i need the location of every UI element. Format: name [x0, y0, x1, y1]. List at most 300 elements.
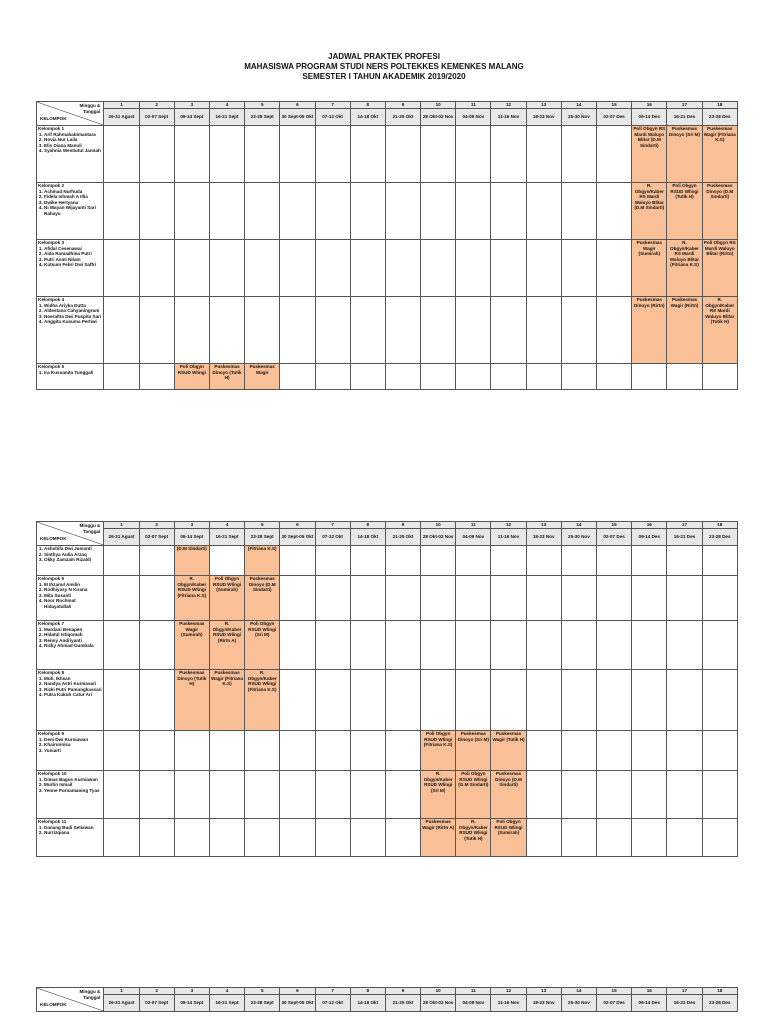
- assignment-cell: Puskesmas Dinoyo (D.M Sindarti): [702, 183, 737, 240]
- empty-cell: [174, 731, 209, 771]
- empty-cell: [385, 771, 420, 819]
- empty-cell: [315, 364, 350, 390]
- empty-cell: [139, 731, 174, 771]
- member-list: [38, 132, 102, 154]
- empty-cell: [174, 819, 209, 857]
- member-name: 2. Novia Nur Laila: [44, 137, 102, 143]
- empty-cell: [561, 546, 596, 576]
- empty-cell: [421, 240, 456, 297]
- week-number: 17: [667, 988, 702, 995]
- corner-week-label: [79, 103, 100, 114]
- empty-cell: [526, 364, 561, 390]
- week-number: 13: [526, 102, 561, 109]
- week-date-range: 02-07 Sept: [139, 995, 174, 1012]
- group-name: Kelompok 1: [38, 126, 65, 131]
- week-date-range: 25-30 Nov: [561, 529, 596, 546]
- empty-cell: [491, 364, 526, 390]
- empty-cell: [667, 731, 702, 771]
- empty-cell: [561, 297, 596, 364]
- empty-cell: [280, 731, 315, 771]
- week-date-range: 21-25 Okt: [385, 529, 420, 546]
- week-date-range: 30 Sept-05 Okt: [280, 109, 315, 126]
- empty-cell: [491, 297, 526, 364]
- empty-cell: [561, 364, 596, 390]
- member-name: 2. Hidatul Istiqomah: [44, 632, 102, 638]
- empty-cell: [280, 621, 315, 670]
- week-date-range: 02-07 Sept: [139, 109, 174, 126]
- week-number: 17: [667, 522, 702, 529]
- empty-cell: [104, 126, 139, 183]
- group-name: Kelompok 7: [38, 621, 65, 626]
- week-date-range: 02-07 Des: [597, 529, 632, 546]
- group-name: Kelompok 9: [38, 731, 65, 736]
- empty-cell: [385, 126, 420, 183]
- group-cell: [37, 621, 104, 670]
- empty-cell: [385, 297, 420, 364]
- empty-cell: [104, 819, 139, 857]
- week-number: 4: [209, 988, 244, 995]
- week-date-range: 25-30 Nov: [561, 109, 596, 126]
- week-number: 14: [561, 522, 596, 529]
- week-number: 5: [245, 522, 280, 529]
- empty-cell: [385, 819, 420, 857]
- week-number: 13: [526, 522, 561, 529]
- empty-cell: [315, 297, 350, 364]
- member-name: 1. Afidal Cesenawai: [44, 246, 102, 252]
- week-date-range: 18-23 Nov: [526, 995, 561, 1012]
- week-number: 16: [632, 522, 667, 529]
- member-name: 2. Khairunnisa: [44, 742, 102, 748]
- corner-group-label: KELOMPOK: [40, 1002, 67, 1008]
- week-number: 2: [139, 988, 174, 995]
- empty-cell: [385, 240, 420, 297]
- empty-cell: [209, 126, 244, 183]
- assignment-cell: Poli Obgyn RS Mardi Waluyo Blitar (D.M Sindarti): [632, 126, 667, 183]
- empty-cell: [597, 546, 632, 576]
- assignment-cell: Poli Obgyn RSUD Wlingi (Sri M): [245, 621, 280, 670]
- week-date-range: 26-31 Agust: [104, 529, 139, 546]
- empty-cell: [491, 621, 526, 670]
- empty-cell: [526, 819, 561, 857]
- assignment-cell: Puskesmas Wagir: [245, 364, 280, 390]
- empty-cell: [315, 670, 350, 731]
- assignment-cell: Puskesmas Dinoyo (Rirtn): [632, 297, 667, 364]
- week-date-range: 28 Okt-02 Nov: [421, 109, 456, 126]
- empty-cell: [350, 240, 385, 297]
- week-number: 12: [491, 102, 526, 109]
- empty-cell: [491, 546, 526, 576]
- empty-cell: [702, 364, 737, 390]
- empty-cell: [350, 621, 385, 670]
- table-row: [37, 731, 738, 771]
- corner-group-label: KELOMPOK: [40, 116, 67, 122]
- empty-cell: [702, 670, 737, 731]
- group-cell: [37, 731, 104, 771]
- empty-cell: [421, 621, 456, 670]
- assignment-cell: Poli Obgyn RSUD Wlingi: [174, 364, 209, 390]
- empty-cell: [350, 183, 385, 240]
- week-number: 16: [632, 102, 667, 109]
- empty-cell: [526, 621, 561, 670]
- week-number: 10: [421, 988, 456, 995]
- empty-cell: [139, 621, 174, 670]
- empty-cell: [526, 183, 561, 240]
- empty-cell: [350, 364, 385, 390]
- member-list: [38, 370, 102, 376]
- member-list: [38, 546, 102, 563]
- week-number: 7: [315, 102, 350, 109]
- empty-cell: [561, 576, 596, 621]
- empty-cell: [456, 297, 491, 364]
- week-date-range: 23-28 Des: [702, 109, 737, 126]
- member-list: [38, 246, 102, 268]
- schedule-table-1: [36, 101, 738, 390]
- empty-cell: [280, 819, 315, 857]
- assignment-cell: R. Obgyn/Kaber RSUD Wlingi (Sri M): [421, 771, 456, 819]
- empty-cell: [385, 621, 420, 670]
- week-date-range: 16-21 Sept: [209, 529, 244, 546]
- member-list: [38, 303, 102, 325]
- member-name: 2. Fidela Ishmah A Illia: [44, 194, 102, 200]
- empty-cell: [456, 183, 491, 240]
- week-number: 1: [104, 522, 139, 529]
- member-name: 3. Elis Diana Manuli: [44, 143, 102, 149]
- table-row: [37, 240, 738, 297]
- week-number: 9: [385, 522, 420, 529]
- week-number: 15: [597, 522, 632, 529]
- week-date-range: 14-18 Okt: [350, 529, 385, 546]
- empty-cell: [456, 621, 491, 670]
- empty-cell: [245, 731, 280, 771]
- group-cell: [37, 126, 104, 183]
- member-name: 1. Achmad Nurhuda: [44, 189, 102, 195]
- empty-cell: [139, 670, 174, 731]
- empty-cell: [421, 364, 456, 390]
- week-date-range: 23-28 Sept: [245, 109, 280, 126]
- group-cell: [37, 819, 104, 857]
- week-number: 8: [350, 988, 385, 995]
- empty-cell: [632, 364, 667, 390]
- empty-cell: [421, 670, 456, 731]
- group-cell: [37, 297, 104, 364]
- member-name: 4. Kutsum Febri Dwi Saftri: [44, 262, 102, 268]
- table-row: [37, 576, 738, 621]
- empty-cell: [561, 621, 596, 670]
- corner-week-text: Minggu &: [79, 103, 101, 108]
- empty-cell: [385, 731, 420, 771]
- document-title: [0, 52, 768, 82]
- week-date-range: 04-09 Nov: [456, 109, 491, 126]
- assignment-cell: R. Obgyn/Kaber RSUD Wlingi (Tutik H): [456, 819, 491, 857]
- assignment-cell: Poli Obgyn RSUD Wlingi (Sumirah): [491, 819, 526, 857]
- empty-cell: [491, 670, 526, 731]
- empty-cell: [632, 670, 667, 731]
- table-row: [37, 670, 738, 731]
- week-date-range: 23-28 Des: [702, 995, 737, 1012]
- week-date-range: 14-18 Okt: [350, 109, 385, 126]
- empty-cell: [491, 126, 526, 183]
- assignment-cell: Puskesmas Dinoyo (Tutik H): [174, 670, 209, 731]
- empty-cell: [104, 670, 139, 731]
- member-name: 4. Anggita Kusuma Pertiwi: [44, 319, 102, 325]
- empty-cell: [174, 126, 209, 183]
- week-number: 8: [350, 522, 385, 529]
- member-name: 2. Aldestana Cahyaningrum: [44, 308, 102, 314]
- member-name: 3. Dwike Hertyana: [44, 200, 102, 206]
- week-number: 15: [597, 102, 632, 109]
- empty-cell: [139, 183, 174, 240]
- member-name: 4. Noor Rochmat Hidayatullah: [44, 598, 102, 609]
- empty-cell: [280, 364, 315, 390]
- header-corner: [37, 522, 104, 546]
- group-name: Kelompok 10: [38, 771, 67, 776]
- week-date-range: 23-28 Des: [702, 529, 737, 546]
- empty-cell: [350, 731, 385, 771]
- week-number: 18: [702, 102, 737, 109]
- week-number: 8: [350, 102, 385, 109]
- empty-cell: [702, 621, 737, 670]
- group-cell: [37, 771, 104, 819]
- empty-cell: [315, 621, 350, 670]
- week-date-range: 09-14 Des: [632, 995, 667, 1012]
- empty-cell: [385, 364, 420, 390]
- empty-cell: [421, 297, 456, 364]
- empty-cell: [597, 771, 632, 819]
- group-cell: [37, 183, 104, 240]
- member-name: 1. M Ihzanul Amilin: [44, 582, 102, 588]
- empty-cell: [526, 126, 561, 183]
- empty-cell: [209, 240, 244, 297]
- member-name: 1. Deni Dwi Kurniawan: [44, 737, 102, 743]
- week-date-range: 04-09 Nov: [456, 995, 491, 1012]
- week-number: 4: [209, 522, 244, 529]
- assignment-cell: Puskesmas Wagir (Tutik H): [491, 731, 526, 771]
- empty-cell: [139, 771, 174, 819]
- group-name: Kelompok 11: [38, 819, 67, 824]
- week-date-range: 26-31 Agust: [104, 109, 139, 126]
- table-row: [37, 819, 738, 857]
- table-row: [37, 621, 738, 670]
- empty-cell: [245, 771, 280, 819]
- week-date-range: 26-31 Agust: [104, 995, 139, 1012]
- empty-cell: [104, 576, 139, 621]
- empty-cell: [561, 771, 596, 819]
- empty-cell: [245, 126, 280, 183]
- corner-week-label: [79, 989, 100, 1000]
- assignment-cell: Puskesmas Dinoyo (Tutik H): [209, 364, 244, 390]
- empty-cell: [491, 576, 526, 621]
- week-number: 12: [491, 522, 526, 529]
- empty-cell: [597, 126, 632, 183]
- week-date-range: 16-21 Des: [667, 109, 702, 126]
- header-corner: [37, 988, 104, 1012]
- table-row: [37, 183, 738, 240]
- week-date-range: 04-09 Nov: [456, 529, 491, 546]
- assignment-cell: (D.M Sindarti): [174, 546, 209, 576]
- member-list: [38, 676, 102, 698]
- table-row: [37, 546, 738, 576]
- member-name: 4. Syahnia Westiutul Jannah: [44, 148, 102, 154]
- member-name: 1. Widha Ariyka Dutta: [44, 303, 102, 309]
- empty-cell: [667, 546, 702, 576]
- member-name: 1. Mardani Benapen: [44, 627, 102, 633]
- empty-cell: [561, 126, 596, 183]
- empty-cell: [280, 546, 315, 576]
- week-number: 18: [702, 988, 737, 995]
- empty-cell: [597, 621, 632, 670]
- empty-cell: [104, 771, 139, 819]
- empty-cell: [350, 670, 385, 731]
- empty-cell: [104, 546, 139, 576]
- group-cell: [37, 546, 104, 576]
- empty-cell: [139, 297, 174, 364]
- assignment-cell: Puskesmas Dinoyo (D.M Sindarti): [491, 771, 526, 819]
- empty-cell: [597, 364, 632, 390]
- corner-week-text: Minggu &: [79, 523, 101, 528]
- week-date-range: 02-07 Des: [597, 995, 632, 1012]
- empty-cell: [632, 576, 667, 621]
- empty-cell: [209, 297, 244, 364]
- empty-cell: [667, 670, 702, 731]
- week-number: 11: [456, 988, 491, 995]
- group-cell: [37, 364, 104, 390]
- empty-cell: [245, 819, 280, 857]
- week-date-range: 16-21 Sept: [209, 995, 244, 1012]
- group-name: Kelompok 8: [38, 670, 65, 675]
- week-number: 18: [702, 522, 737, 529]
- empty-cell: [350, 546, 385, 576]
- empty-cell: [561, 240, 596, 297]
- empty-cell: [350, 297, 385, 364]
- group-cell: [37, 240, 104, 297]
- title-line-2: MAHASISWA PROGRAM STUDI NERS POLTEKKES KEMENKES MALANG: [244, 62, 524, 71]
- week-date-range: 21-25 Okt: [385, 109, 420, 126]
- week-date-range: 11-16 Nov: [491, 109, 526, 126]
- assignment-cell: Poli Obgyn RSUD Wlingi (G.M Sindarti): [456, 771, 491, 819]
- member-list: [38, 825, 102, 836]
- empty-cell: [421, 576, 456, 621]
- group-name: Kelompok 2: [38, 183, 65, 188]
- empty-cell: [597, 576, 632, 621]
- empty-cell: [280, 670, 315, 731]
- week-date-range: 09-14 Des: [632, 109, 667, 126]
- empty-cell: [561, 731, 596, 771]
- week-date-range: 30 Sept-05 Okt: [280, 995, 315, 1012]
- schedule-table-3: [36, 987, 738, 1012]
- member-name: 3. Yenne Purnamaning Tyas: [44, 788, 102, 794]
- week-date-range: 02-07 Sept: [139, 529, 174, 546]
- empty-cell: [702, 576, 737, 621]
- empty-cell: [104, 297, 139, 364]
- member-list: [38, 582, 102, 610]
- member-name: 1. Ashshifa Dwi Junianti: [44, 546, 102, 552]
- week-number: 2: [139, 522, 174, 529]
- empty-cell: [526, 731, 561, 771]
- empty-cell: [561, 819, 596, 857]
- empty-cell: [456, 364, 491, 390]
- empty-cell: [104, 240, 139, 297]
- week-number: 17: [667, 102, 702, 109]
- group-name: Kelompok 5: [38, 364, 65, 369]
- empty-cell: [315, 576, 350, 621]
- empty-cell: [280, 297, 315, 364]
- empty-cell: [526, 240, 561, 297]
- empty-cell: [139, 364, 174, 390]
- empty-cell: [104, 621, 139, 670]
- week-date-range: 16-21 Des: [667, 529, 702, 546]
- empty-cell: [280, 240, 315, 297]
- empty-cell: [456, 546, 491, 576]
- member-name: 1. Ira Kusuanita Tunggali: [44, 370, 102, 376]
- member-list: [38, 777, 102, 794]
- assignment-cell: (Fitriana K.S): [245, 546, 280, 576]
- assignment-cell: R. Obgyn/Kaber RS Mardi Waluyo Blitar (Tutik H): [702, 297, 737, 364]
- empty-cell: [104, 183, 139, 240]
- empty-cell: [702, 771, 737, 819]
- empty-cell: [667, 771, 702, 819]
- member-name: 3. Putri Asmi Nilam: [44, 257, 102, 263]
- member-name: 3. Rizki Putri Pamungkassari: [44, 687, 102, 693]
- member-name: 4. Rizky Ahmad Gumbala: [44, 643, 102, 649]
- group-cell: [37, 576, 104, 621]
- assignment-cell: R. Obgyn/Kaber RSUD Wlingi (Fitriana K.S): [174, 576, 209, 621]
- week-number: 7: [315, 522, 350, 529]
- empty-cell: [350, 819, 385, 857]
- week-date-range: 21-25 Okt: [385, 995, 420, 1012]
- empty-cell: [597, 731, 632, 771]
- member-name: 4. Ni Wayan Wijayanti Sari Rahayu: [44, 205, 102, 216]
- week-date-range: 28 Okt-02 Nov: [421, 529, 456, 546]
- assignment-cell: R. Obgyn/Kaber RSUD Wlingi (Rirtn A): [209, 621, 244, 670]
- empty-cell: [245, 183, 280, 240]
- member-name: 2. Murtin Ismail: [44, 782, 102, 788]
- member-name: 3. Renny Andriyanti: [44, 638, 102, 644]
- corner-group-label: KELOMPOK: [40, 536, 67, 542]
- empty-cell: [632, 771, 667, 819]
- assignment-cell: R. Obgyn/Kaber RSUD Wlingi (Fitriana K.S): [245, 670, 280, 731]
- week-number: 6: [280, 102, 315, 109]
- member-list: [38, 737, 102, 754]
- week-date-range: 18-23 Nov: [526, 529, 561, 546]
- assignment-cell: Puskesmas Wagir (Rirtn): [667, 297, 702, 364]
- group-cell: [37, 670, 104, 731]
- empty-cell: [139, 576, 174, 621]
- empty-cell: [315, 126, 350, 183]
- week-number: 3: [174, 102, 209, 109]
- week-date-range: 07-12 Okt: [315, 529, 350, 546]
- assignment-cell: Puskesmas Wagir (Sumirah): [632, 240, 667, 297]
- week-date-range: 16-21 Sept: [209, 109, 244, 126]
- week-number: 9: [385, 102, 420, 109]
- empty-cell: [139, 546, 174, 576]
- week-number: 3: [174, 522, 209, 529]
- week-date-range: 23-28 Sept: [245, 529, 280, 546]
- assignment-cell: Poli Obgyn RSUD Wlingi (Sumirah): [209, 576, 244, 621]
- member-name: 3. Mita Susanti: [44, 593, 102, 599]
- member-name: 1. Dimas Bagus Kurniawan: [44, 777, 102, 783]
- member-list: [38, 627, 102, 649]
- empty-cell: [350, 771, 385, 819]
- title-line-1: JADWAL PRAKTEK PROFESI: [328, 52, 440, 61]
- empty-cell: [597, 240, 632, 297]
- week-number: 11: [456, 102, 491, 109]
- week-number: 4: [209, 102, 244, 109]
- empty-cell: [315, 771, 350, 819]
- empty-cell: [385, 576, 420, 621]
- empty-cell: [456, 670, 491, 731]
- empty-cell: [597, 819, 632, 857]
- empty-cell: [104, 731, 139, 771]
